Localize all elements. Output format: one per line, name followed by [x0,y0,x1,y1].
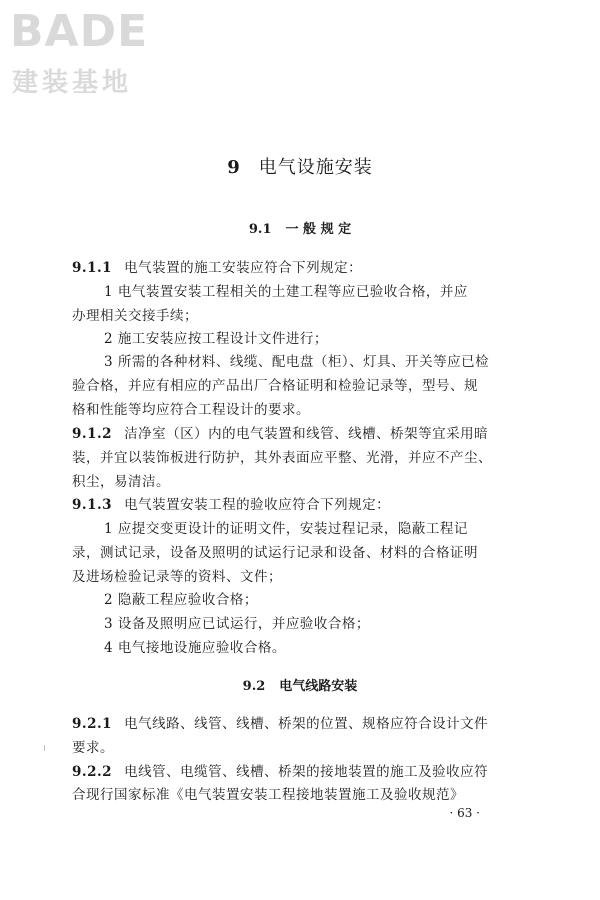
bade-logo [8,6,178,96]
text-line: 积尘，易清洁。 [72,474,170,490]
chapter-number: 9 [227,157,241,178]
text-line: 2 施工安装应按工程设计文件进行； [104,331,328,347]
text-line: 4 电气接地设施应验收合格。 [104,640,286,656]
clause-number: 9.2.1 [72,716,113,732]
text-line: 及进场检验记录等的资料、文件； [72,569,282,585]
text-line: 办理相关交接手续； [72,308,198,324]
logo-word: BADE [10,6,149,57]
clause-number: 9.1.1 [72,260,113,276]
section-number: 9.2 [242,679,266,694]
section-name: 一 般 规 定 [285,222,352,237]
clause-number: 9.1.3 [72,497,113,513]
page-number: · 63 · [449,806,480,820]
text-line: 2 隐蔽工程应验收合格； [104,592,258,608]
text-line: 3 所需的各种材料、线缆、配电盘（柜）、灯具、开关等应已检 [104,354,490,370]
text-line: 装，并宜以装饰板进行防护，其外表面应平整、光滑，并应不产尘、 [72,450,492,466]
text-line: 要求。 [72,740,114,756]
chapter-name: 电气设施安装 [258,157,373,178]
text-line: 3 设备及照明应已试运行，并应验收合格； [104,616,370,632]
margin-mark [44,745,45,751]
text-line: 9.2.1 电气线路、线管、线槽、桥架的位置、规格应符合设计文件 [72,716,489,732]
text-line: 1 电气装置安装工程相关的土建工程等应已验收合格，并应 [104,284,468,300]
clause-number: 9.1.2 [72,426,113,442]
text-line: 验合格，并应有相应的产品出厂合格证明和检验记录等，型号、规 [72,378,478,394]
text-line: 9.1.3 电气装置安装工程的验收应符合下列规定： [72,497,391,513]
section-title-9-2 [0,675,600,694]
text-line: 9.2.2 电线管、电缆管、线槽、桥架的接地装置的施工及验收应符 [72,764,489,780]
text-line: 格和性能等均应符合工程设计的要求。 [72,402,310,418]
section-title-9-1 [0,218,600,237]
section-name: 电气线路安装 [279,679,358,694]
text-line: 合现行国家标准《电气装置安装工程接地装置施工及验收规范》 [72,787,464,803]
text-line: 1 应提交变更设计的证明文件，安装过程记录，隐蔽工程记 [104,521,468,537]
text-line: 9.1.1 电气装置的施工安装应符合下列规定： [72,260,363,276]
text-line: 9.1.2 洁净室（区）内的电气装置和线管、线槽、桥架等宜采用暗 [72,426,489,442]
chapter-title [0,153,600,179]
logo-subtitle: 建装基地 [12,68,133,98]
clause-number: 9.2.2 [72,764,113,780]
text-line: 录，测试记录，设备及照明的试运行记录和设备、材料的合格证明 [72,545,478,561]
section-number: 9.1 [248,222,272,237]
